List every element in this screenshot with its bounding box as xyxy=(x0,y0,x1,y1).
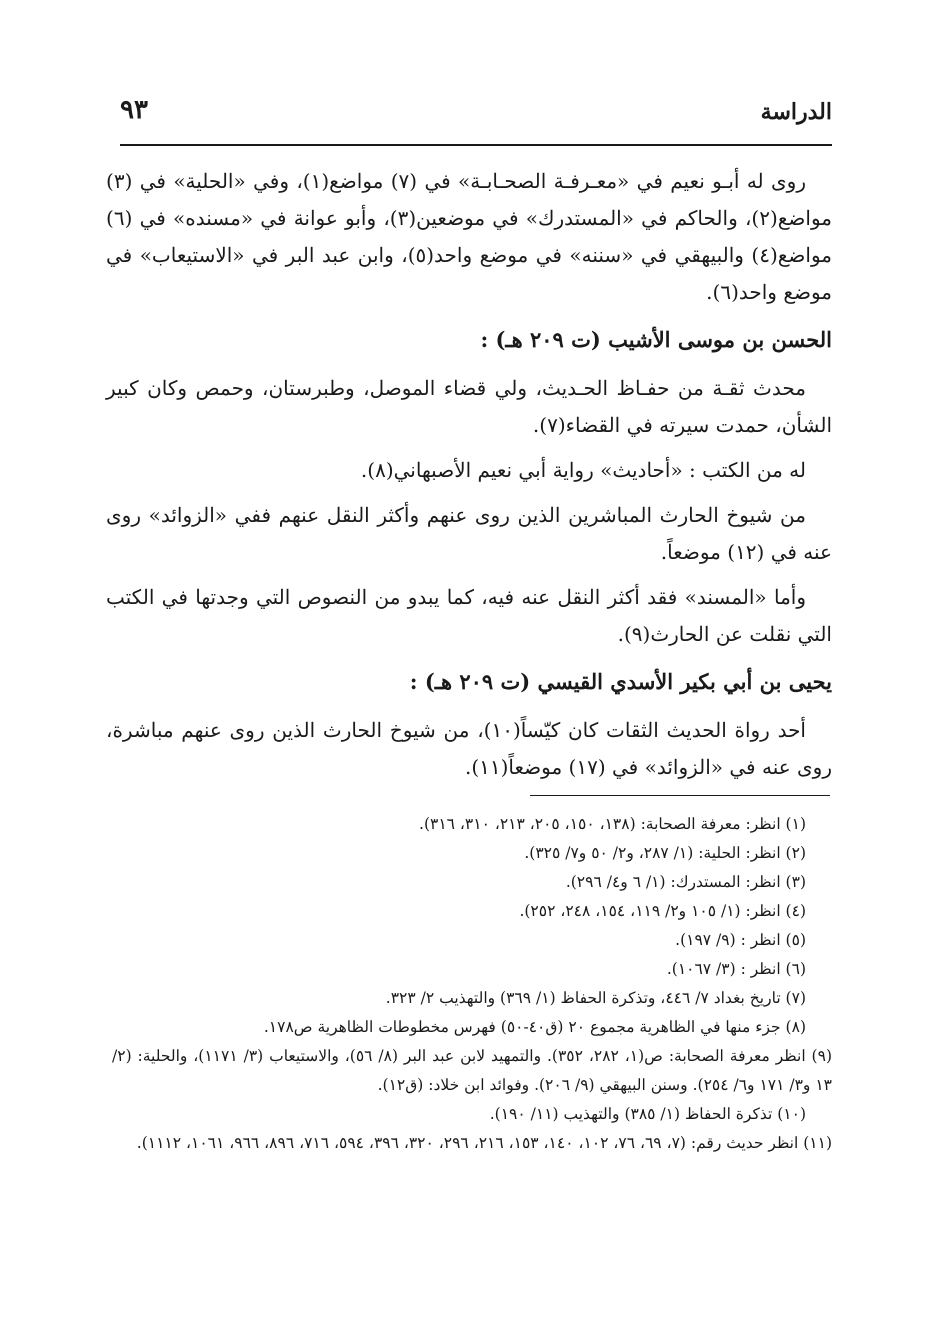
footnote-3: (٣) انظر: المستدرك: (١/ ٦ و٤/ ٢٩٦). xyxy=(565,873,806,891)
footnote-7: (٧) تاريخ بغداد ٧/ ٤٤٦، وتذكرة الحفاظ (١/ ٣٦٩) والتهذيب ٢/ ٣٢٣. xyxy=(385,989,806,1007)
page-number: ٩٣ xyxy=(120,95,148,125)
footnote-1: (١) انظر: معرفة الصحابة: (١٣٨، ١٥٠، ٢٠٥، ٢١٣، ٣١٠، ٣١٦). xyxy=(419,815,806,833)
footnote-2: (٢) انظر: الحلية: (١/ ٢٨٧، و٢/ ٥٠ و٧/ ٣٢٥). xyxy=(524,844,806,862)
footnote-6: (٦) انظر : (٣/ ١٠٦٧). xyxy=(666,960,806,978)
section-heading-al-hasan: الحسن بن موسى الأشيب (ت ٢٠٩ هـ) : xyxy=(480,327,832,352)
page-header xyxy=(120,95,832,139)
paragraph-3: له من الكتب : «أحاديث» رواية أبي نعيم الأصبهاني(٨). xyxy=(360,458,806,482)
paragraph-4: من شيوخ الحارث المباشرين الذين روى عنهم وأكثر النقل عنهم ففي «الزوائد» روى عنه في (١٢) موضعاً. xyxy=(106,503,832,564)
main-text xyxy=(106,163,832,794)
running-title: الدراسة xyxy=(760,99,832,125)
paragraph-6: أحد رواة الحديث الثقات كان كيّساً(١٠)، من شيوخ الحارث الذين روى عنهم مباشرة، روى عنه في «الزوائد» في (١٧) موضعاً(١١). xyxy=(106,718,832,779)
footnote-9: (٩) انظر معرفة الصحابة: ص(١، ٢٨٢، ٣٥٢). والتمهيد لابن عبد البر (٨/ ٥٦)، والاستيعاب (٣/ ١١٧١)، والحلية: (٢/ ١٣ و٣/ ١٧١ و٦/ ٢٥٤). وسنن البيهقي (٩/ ٢٠٦). وفوائد ابن خلاد: (ق١٢). xyxy=(112,1047,832,1094)
paragraph-5: وأما «المسند» فقد أكثر النقل عنه فيه، كما يبدو من النصوص التي وجدتها في الكتب التي نقلت عن الحارث(٩). xyxy=(106,585,832,646)
footnote-11: (١١) انظر حديث رقم: (٧، ٦٩، ٧٦، ١٠٢، ١٤٠، ١٥٣، ٢١٦، ٢٩٦، ٣٢٠، ٣٩٦، ٥٩٤، ٧١٦، ٨٩٦، ٩٦٦، ١٠٦١، ١١١٢). xyxy=(136,1134,832,1152)
header-rule xyxy=(120,144,832,146)
footnotes-list xyxy=(112,810,832,1158)
paragraph-1: روى له أبـو نعيم في «معـرفـة الصحـابـة» في (٧) مواضع(١)، وفي «الحلية» في (٣) مواضع(٢)، والحاكم في «المستدرك» في موضعين(٣)، وأبو عوانة في «مسنده» في (٦) مواضع(٤) والبيهقي في «سننه» في موضع واحد(٥)، وابن عبد البر في «الاستيعاب» في موضع واحد(٦). xyxy=(106,169,832,304)
footnote-separator xyxy=(530,795,830,796)
section-heading-yahya: يحيى بن أبي بكير الأسدي القيسي (ت ٢٠٩ هـ) : xyxy=(409,669,832,694)
footnote-5: (٥) انظر : (٩/ ١٩٧). xyxy=(675,931,806,949)
footnote-8: (٨) جزء منها في الظاهرية مجموع ٢٠ (ق٤٠-٥٠) فهرس مخطوطات الظاهرية ص١٧٨. xyxy=(263,1018,806,1036)
footnote-10: (١٠) تذكرة الحفاظ (١/ ٣٨٥) والتهذيب (١١/ ١٩٠). xyxy=(489,1105,806,1123)
paragraph-2: محدث ثقـة من حفـاظ الحـديث، ولي قضاء الموصل، وطبرستان، وحمص وكان كبير الشأن، حمدت سيرته في القضاء(٧). xyxy=(106,376,832,437)
footnote-4: (٤) انظر: (١/ ١٠٥ و٢/ ١١٩، ١٥٤، ٢٤٨، ٢٥٢). xyxy=(519,902,806,920)
